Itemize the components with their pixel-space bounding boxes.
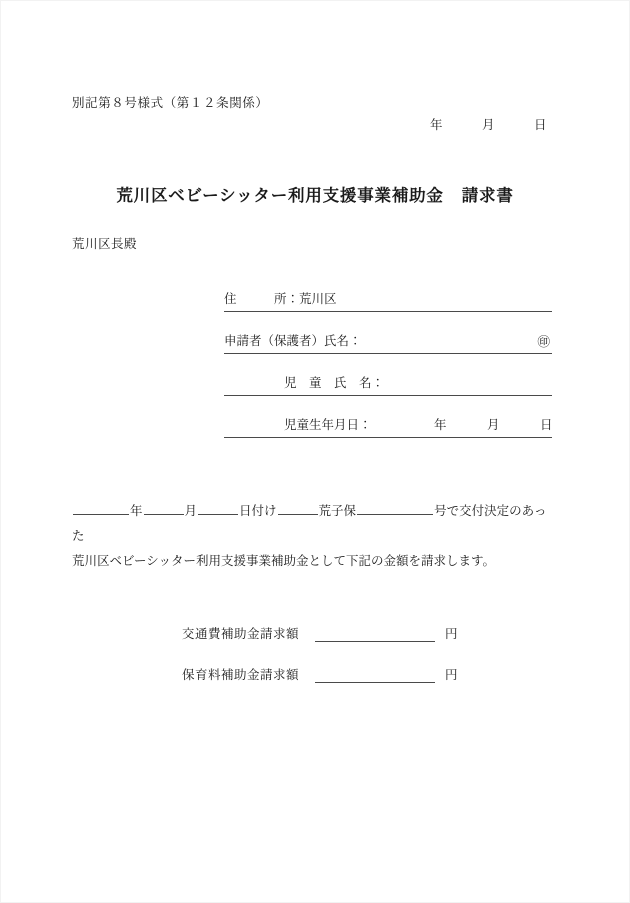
childcare-subsidy-input[interactable] xyxy=(315,667,435,683)
submission-date-month-label: 月 xyxy=(482,117,495,132)
grant-doc-suffix-label: 号で交付決定のあった xyxy=(72,503,547,543)
applicant-name-field-label: 申請者（保護者）氏名： xyxy=(224,333,362,348)
addressee: 荒川区長殿 xyxy=(72,236,138,251)
page-title-sub: 請求書 xyxy=(461,186,514,205)
transport-subsidy-unit: 円 xyxy=(445,626,458,641)
child-birthdate-day-label: 日 xyxy=(540,417,553,432)
page-title xyxy=(0,182,630,206)
address-field-row[interactable] xyxy=(224,283,552,312)
page-title-main: 荒川区ベビーシッター利用支援事業補助金 xyxy=(116,186,444,205)
seal-icon: ㊞ xyxy=(537,334,550,349)
childcare-subsidy-unit: 円 xyxy=(445,667,458,682)
child-birthdate-year-label: 年 xyxy=(434,417,447,432)
grant-month-blank[interactable] xyxy=(144,500,184,515)
claim-statement xyxy=(72,498,558,573)
child-name-field-row[interactable] xyxy=(224,367,552,396)
transport-subsidy-row xyxy=(182,622,458,642)
grant-month-label: 月 xyxy=(184,503,198,518)
childcare-subsidy-label: 保育料補助金請求額 xyxy=(182,667,300,682)
submission-date-year-label: 年 xyxy=(430,117,443,132)
childcare-subsidy-row xyxy=(182,663,458,683)
submission-date-day-label: 日 xyxy=(534,117,547,132)
child-birthdate-month-label: 月 xyxy=(487,417,500,432)
applicant-name-field-row[interactable] xyxy=(224,325,552,354)
grant-doc-number-blank[interactable] xyxy=(357,500,433,515)
grant-doc-prefix-label: 荒子保 xyxy=(318,503,357,518)
grant-year-label: 年 xyxy=(130,503,143,518)
applicant-fields xyxy=(224,283,552,451)
grant-day-label: 日付け xyxy=(239,503,277,518)
grant-day-blank[interactable] xyxy=(198,500,238,515)
claim-statement-line-1 xyxy=(72,498,558,548)
grant-doc-prefix-blank[interactable] xyxy=(278,500,318,515)
address-field-label: 住 所：荒川区 xyxy=(224,291,337,306)
submission-date-row xyxy=(430,115,547,133)
child-name-field-label: 児 童 氏 名： xyxy=(284,375,385,390)
form-number: 別記第８号様式（第１２条関係） xyxy=(72,95,269,110)
amount-rows xyxy=(182,622,458,704)
child-birthdate-field-row[interactable] xyxy=(224,409,552,438)
claim-statement-line-2: 荒川区ベビーシッター利用支援事業補助金として下記の金額を請求します。 xyxy=(72,553,496,568)
grant-year-blank[interactable] xyxy=(73,500,129,515)
transport-subsidy-input[interactable] xyxy=(315,626,435,642)
child-birthdate-field-label: 児童生年月日： xyxy=(284,417,372,432)
transport-subsidy-label: 交通費補助金請求額 xyxy=(182,626,300,641)
